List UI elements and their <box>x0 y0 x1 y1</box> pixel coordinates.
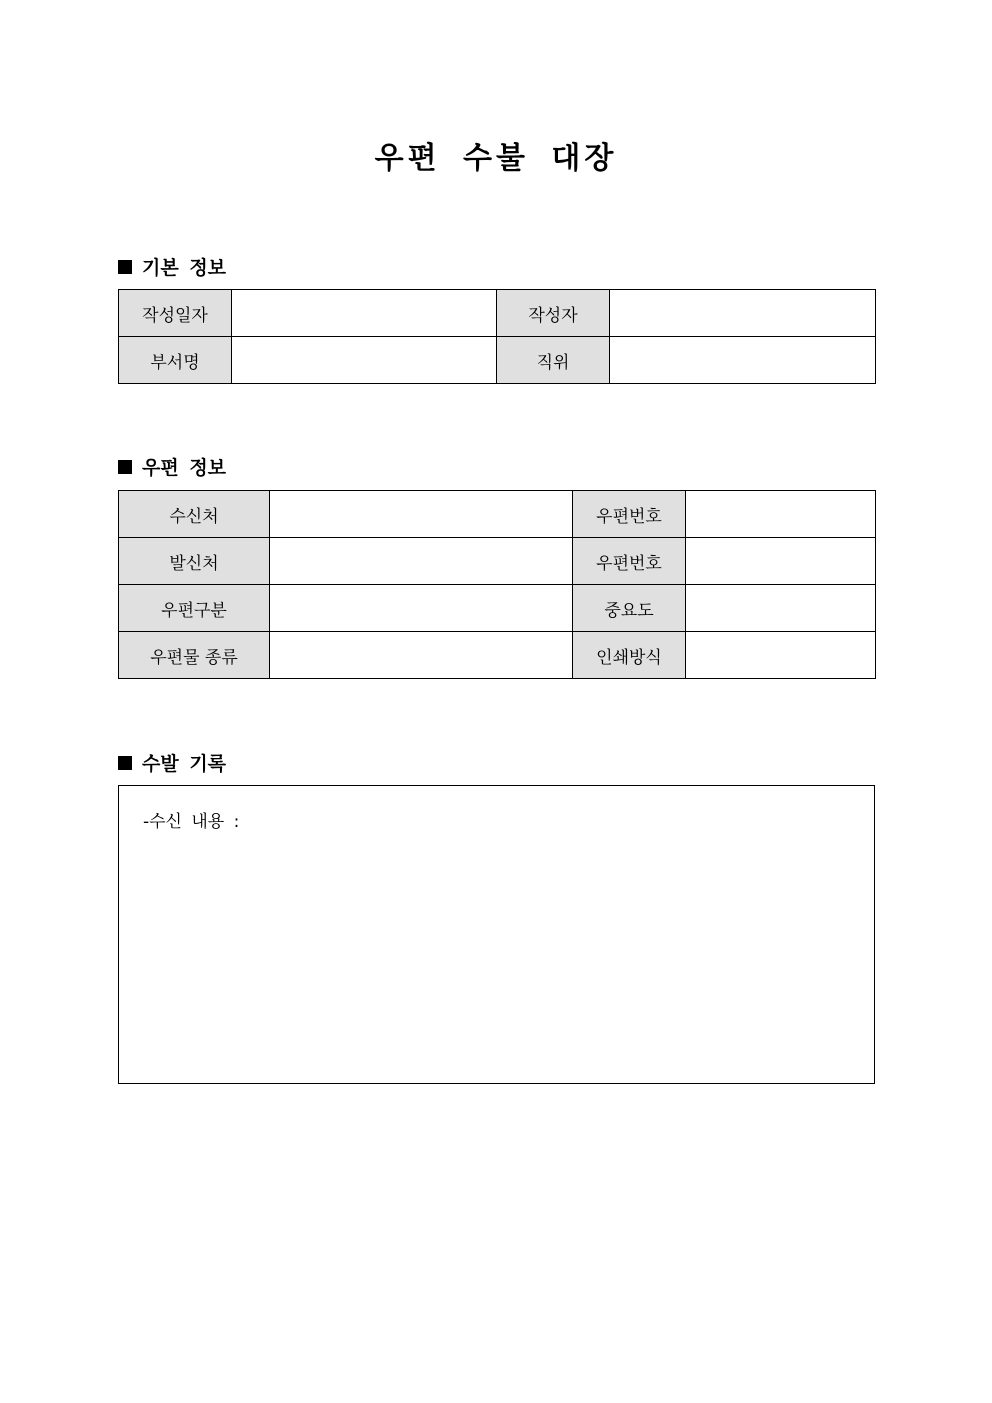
table-row <box>119 585 876 632</box>
field-label-mail-type: 우편물 종류 <box>119 632 270 679</box>
field-value-department[interactable] <box>232 337 497 384</box>
square-bullet-icon <box>118 756 132 770</box>
table-row <box>119 337 876 384</box>
square-bullet-icon <box>118 260 132 274</box>
field-label-print-method: 인쇄방식 <box>573 632 686 679</box>
basic-info-heading <box>118 253 226 280</box>
field-label-sender: 발신처 <box>119 538 270 585</box>
records-heading-text: 수발 기록 <box>142 753 227 775</box>
basic-info-table <box>118 289 876 384</box>
postal-info-heading-text: 우편 정보 <box>142 457 227 479</box>
field-label-author-date: 작성일자 <box>119 290 232 337</box>
records-heading <box>118 749 226 776</box>
table-row <box>119 491 876 538</box>
postal-info-table <box>118 490 876 679</box>
field-value-importance[interactable] <box>686 585 876 632</box>
field-label-recipient-postcode: 우편번호 <box>573 491 686 538</box>
postal-info-heading <box>118 453 226 480</box>
field-value-print-method[interactable] <box>686 632 876 679</box>
field-label-position: 직위 <box>497 337 610 384</box>
field-label-mail-category: 우편구분 <box>119 585 270 632</box>
field-value-sender[interactable] <box>270 538 573 585</box>
field-label-department: 부서명 <box>119 337 232 384</box>
square-bullet-icon <box>118 460 132 474</box>
field-value-author[interactable] <box>610 290 876 337</box>
field-value-sender-postcode[interactable] <box>686 538 876 585</box>
records-textarea[interactable] <box>118 785 875 1084</box>
field-value-mail-category[interactable] <box>270 585 573 632</box>
field-value-mail-type[interactable] <box>270 632 573 679</box>
table-row <box>119 538 876 585</box>
table-row <box>119 290 876 337</box>
field-value-recipient-postcode[interactable] <box>686 491 876 538</box>
field-label-recipient: 수신처 <box>119 491 270 538</box>
field-label-author: 작성자 <box>497 290 610 337</box>
document-title: 우편 수불 대장 <box>374 141 618 176</box>
field-label-importance: 중요도 <box>573 585 686 632</box>
field-value-position[interactable] <box>610 337 876 384</box>
field-value-recipient[interactable] <box>270 491 573 538</box>
field-value-author-date[interactable] <box>232 290 497 337</box>
table-row <box>119 632 876 679</box>
field-label-sender-postcode: 우편번호 <box>573 538 686 585</box>
basic-info-heading-text: 기본 정보 <box>142 257 227 279</box>
records-prompt: -수신 내용 : <box>143 812 240 832</box>
